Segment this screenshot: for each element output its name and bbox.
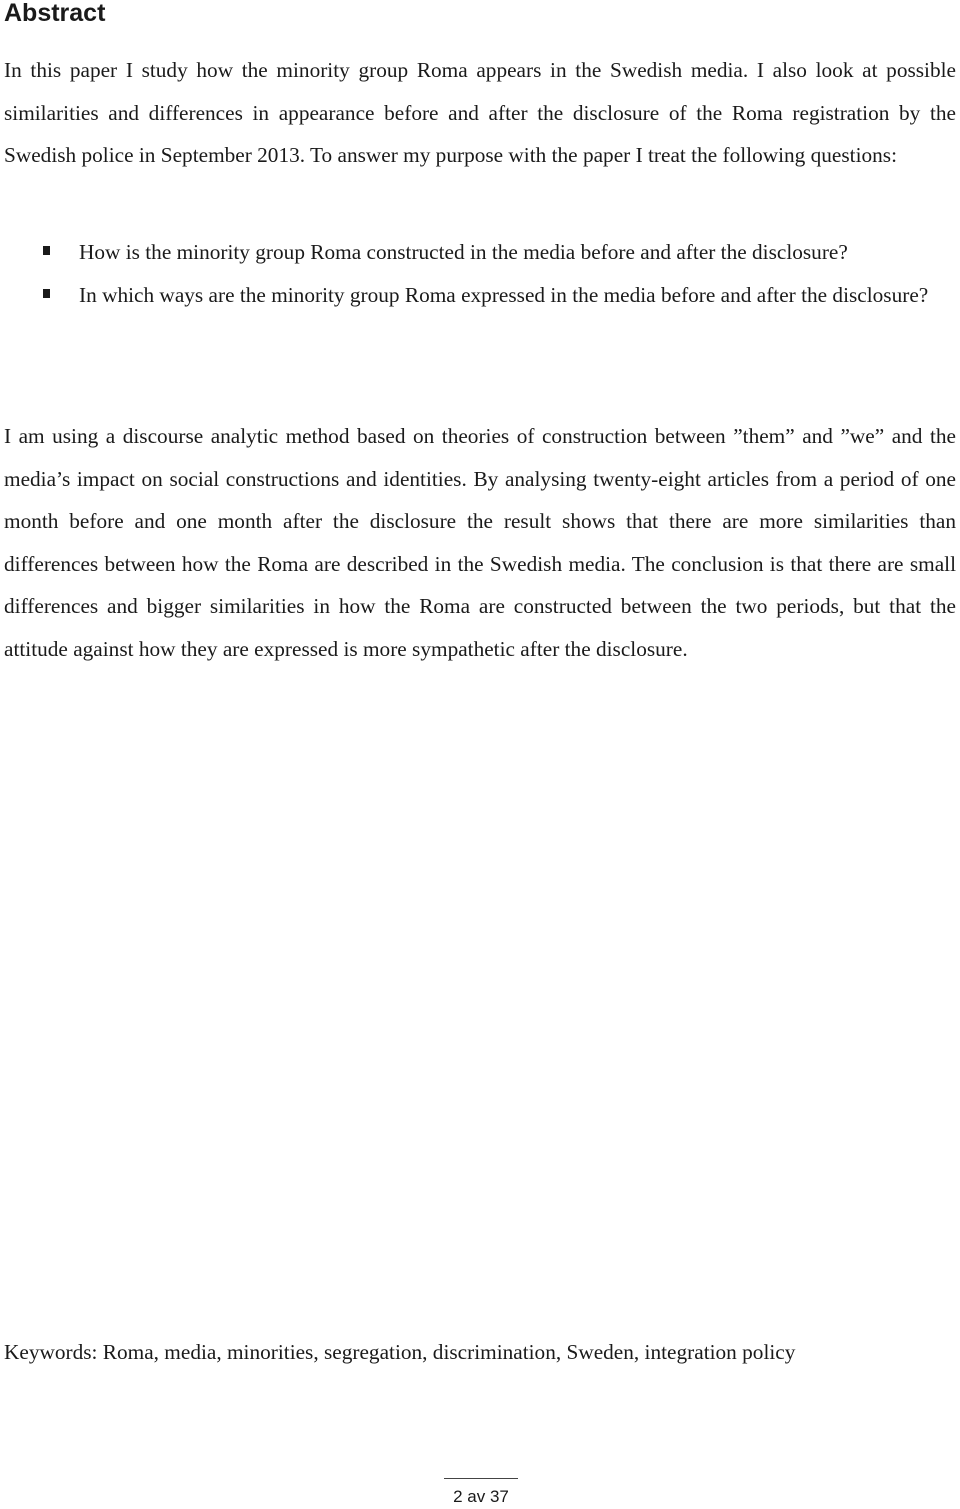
- keywords-line: Keywords: Roma, media, minorities, segregation, discrimination, Sweden, integration policy: [4, 1340, 796, 1364]
- research-question: [0, 231, 956, 274]
- footer-divider: [444, 1478, 518, 1479]
- page-number: 2 av 37: [453, 1487, 509, 1506]
- square-bullet-icon: [43, 246, 50, 255]
- research-question-text: How is the minority group Roma constructed in the media before and after the disclosure?: [79, 240, 848, 264]
- intro-paragraph: In this paper I study how the minority group Roma appears in the Swedish media. I also look at possible similarities and differences in appearance before and after the disclosure of the Roma registration by the Swedish police in September 2013. To answer my purpose with the paper I treat the following questions:: [4, 58, 956, 168]
- square-bullet-icon: [43, 289, 50, 298]
- abstract-heading: Abstract: [4, 0, 106, 27]
- research-question-text: In which ways are the minority group Roma expressed in the media before and after the disclosure?: [79, 283, 929, 308]
- method-paragraph: I am using a discourse analytic method based on theories of construction between ”them” and ”we” and the media’s impact on social constructions and identities. By analysing twenty-eight articles from a period of one month before and one month after the disclosure the result shows that there are more similarities than differences between how the Roma are described in the Swedish media. The conclusion is that there are small differences and bigger similarities in how the Roma are constructed between the two periods, but that the attitude against how they are expressed is more sympathetic after the disclosure.: [4, 424, 956, 661]
- research-question: [0, 274, 956, 317]
- research-questions-list: [0, 231, 956, 317]
